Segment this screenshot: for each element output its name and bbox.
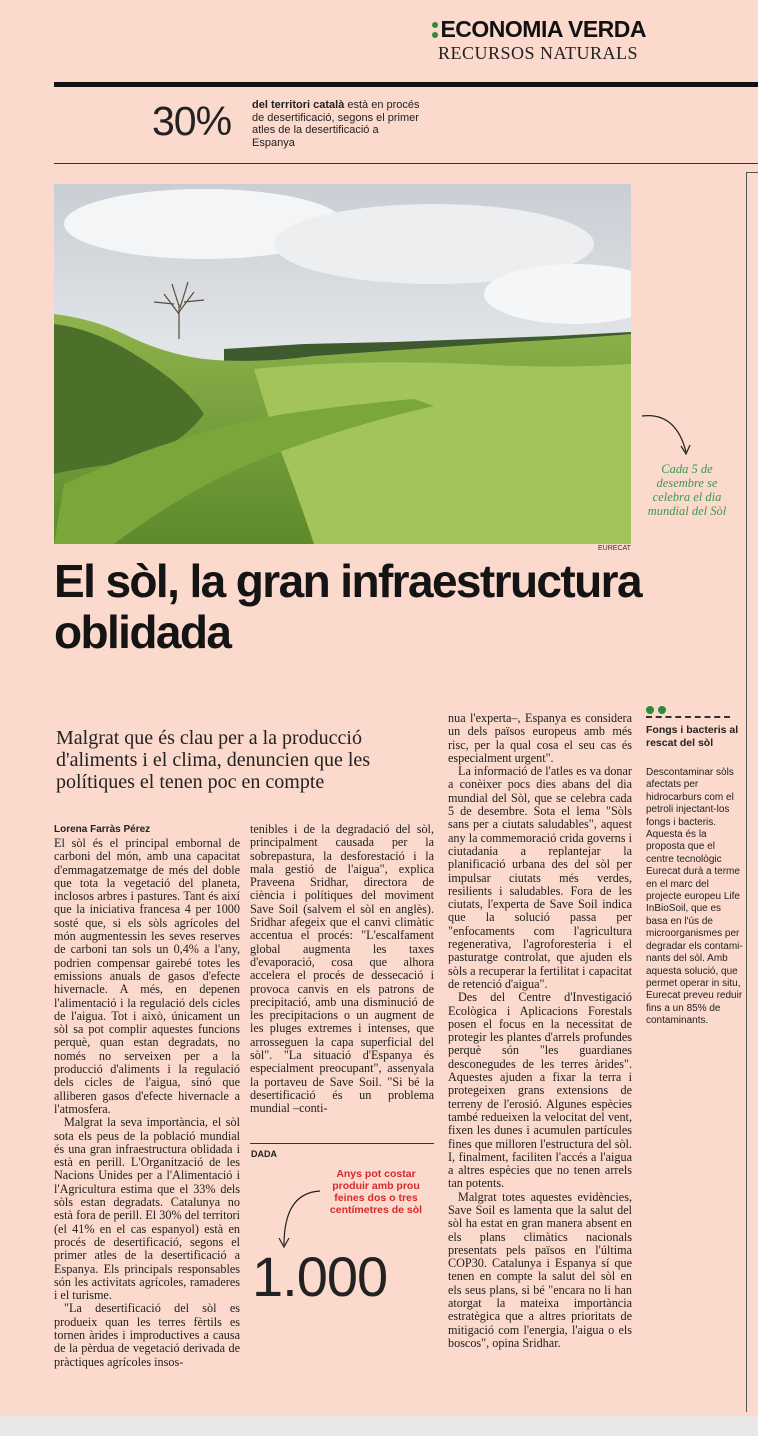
- column-divider: [746, 172, 747, 1412]
- section-dots-icon: [432, 20, 440, 40]
- paragraph: tenibles i de la degradació del sòl, principalment causada per la sobrepastura, la desforestació i la mala gestió de l'aigua", explica Praveena Sridhar, directora de ciència i polítiques del moviment Save Soil (salvem el sòl en anglès). Sridhar afegeix que el canvi climàtic accentua el procés: "L'escalfament global augmenta les taxes d'evaporació, cosa que alhora accelera el procés de dessecació i provoca canvis en els patrons de precipitació, amb una disminució de les precipitacions o un augment de les pluges extremes i intenses, que arrosseguen la capa superficial del sòl". "La situació d'Espanya és especialment preocupant", assenyala la portaveu de Save Soil. "Si bé la desertificació és un problema mundial –conti-: [250, 822, 434, 1116]
- stat-value: 30%: [152, 98, 232, 144]
- curved-arrow-icon: [274, 1183, 324, 1253]
- stat-rest: està en procés de desertificació, segons el primer atles de la desertificació a Espanya: [252, 99, 420, 149]
- paragraph: Malgrat la seva importància, el sòl sota els peus de la població mundial és una gran infraestructura oblidada i està en perill. L'Organització de les Nacions Unides per a l'Alimentació i l'Agricultura estima que el 33% dels sòls estan degradats. Catalunya no està fora de perill. El 30% del territori (el 41% en el cas espanyol) està en procés de desertificació, segons el primer atles de la desertificació a Espanya. Els principals responsables són les activitats agrícoles, ramaderes i el turisme.: [54, 1115, 240, 1303]
- sidebar-dots-icon: [646, 706, 676, 716]
- header-rule: [54, 82, 758, 87]
- photo-caption: Cada 5 de desembre se celebra el dia mundial del Sòl: [647, 462, 727, 518]
- deck: Malgrat que és clau per a la producció d'aliments i el clima, denuncien que les polítiques el tenen poc en compte: [56, 727, 371, 793]
- dada-rule: [250, 1143, 434, 1144]
- headline: El sòl, la gran infraestructura oblidada: [54, 555, 641, 658]
- column-1: [54, 837, 240, 1369]
- bottom-band: [0, 1416, 758, 1436]
- column-3: [448, 712, 632, 1350]
- top-strip: [0, 0, 758, 6]
- stat-rule: [54, 163, 758, 164]
- paragraph: nua l'experta–, Espanya es considera un dels països europeus amb més risc, per la qual cosa el seu cas és especialment urgent".: [448, 711, 632, 765]
- byline: Lorena Farràs Pérez: [54, 824, 151, 835]
- photo-credit: EURECAT: [598, 545, 631, 552]
- paragraph: Des del Centre d'Investigació Ecològica i Aplicacions Forestals posen el focus en la necessitat de protegir les plantes d'arrels profundes perquè són "les guardianes desconegudes de les terres àrides". Aquestes ajuden a fixar la terra i protegeixen grans extensions de terreny de l'erosió. Algunes espècies també redueixen la velocitat del vent, fixen les dunes i acumulen partícules fines que milloren l'estructura del sòl. I, finalment, faciliten l'accés a l'aigua a altres espècies que no tenen arrels tan potents.: [448, 990, 632, 1191]
- dada-number: 1.000: [252, 1245, 388, 1308]
- landscape-photo: [54, 184, 631, 544]
- sidebar-rule: [646, 716, 730, 718]
- curved-arrow-icon: [636, 408, 696, 464]
- section-title: ECONOMIA VERDA: [440, 16, 646, 42]
- stat-text: [252, 99, 422, 149]
- dada-text: Anys pot costar produir amb prou feines dos o tres centímetres de sòl: [329, 1168, 423, 1216]
- paragraph: "La desertificació del sòl es produeix quan les terres fèrtils es tornen àrides i improductives a causa de la pèrdua de vegetació derivada de pràctiques agrícoles insos-: [54, 1301, 240, 1369]
- section-subtitle: RECURSOS NATURALS: [437, 43, 638, 63]
- sidebar-title: Fongs i bacteris al rescat del sòl: [646, 724, 739, 749]
- paragraph: El sòl és el principal embornal de carboni del món, amb una capacitat d'emmagatzematge de més del doble que tota la vegetació del planeta, inclosos arbres i pastures. Tant és així que la iniciativa francesa 4 per 1000 sosté que, si els sòls agrícoles del món augmentessin les seves reserves de carboni tan sols un 0,4% a l'any, podrien compensar gairebé totes les emissions anuals de gasos d'efecte hivernacle. A més, en depenen l'alimentació i la regulació dels cicles de l'aigua. Tot i això, únicament un sòl sa pot complir aquestes funcions perquè, quan estan degradats, no només no serveixen per a la producció d'aliments i la regulació dels cicles de l'aigua, sinó que alliberen gasos d'efecte hivernacle a l'atmosfera.: [54, 836, 240, 1116]
- column-divider-top: [746, 172, 758, 173]
- paragraph: La informació de l'atles es va donar a conèixer pocs dies abans del dia mundial del Sòl, que se celebra cada 5 de desembre. Sota el lema "Sòls sans per a ciutats saludables", aquest any la commemoració crida governs i ciutadania a replantejar la planificació urbana des del sòl per impulsar ciutats més verdes, resilients i saludables. Fora de les ciutats, l'experta de Save Soil indica que la solució passa per "enfocaments com l'agricultura regenerativa, l'agroforesteria i el pasturatge controlat, que ajuden els sòls a recuperar la fertilitat i capacitat de retenció d'aigua".: [448, 764, 632, 991]
- column-2: [250, 823, 434, 1116]
- sidebar-body: Descontaminar sòls afectats per hidrocarburs com el petroli injectant-los fongs i bacteris. Aquesta és la proposta que el centre tecnològic Eurecat durà a terme en el marc del projecte europeu Life InBioSoil, que es basa en l'ús de microorganismes per degradar els contami-nants del sòl. Amb aquesta solució, que permet operar in situ, Eurecat preveu reduir fins a un 85% de contaminants.: [646, 767, 743, 1027]
- dada-label: DADA: [251, 1149, 277, 1159]
- paragraph: Malgrat totes aquestes evidències, Save Soil es lamenta que la salut del sòl ha estat en gran manera absent en els plans climàtics nacionals presentats pels països en l'última COP30. Catalunya i Espanya sí que tenen en compte la salut del sòl en els seus plans, si bé "encara no li han atorgat la mateixa importància estratègica que a altres prioritats de mitigació com l'energia, l'aigua o els boscos", opina Sridhar.: [448, 1189, 632, 1350]
- stat-bold: del territori català: [252, 99, 345, 111]
